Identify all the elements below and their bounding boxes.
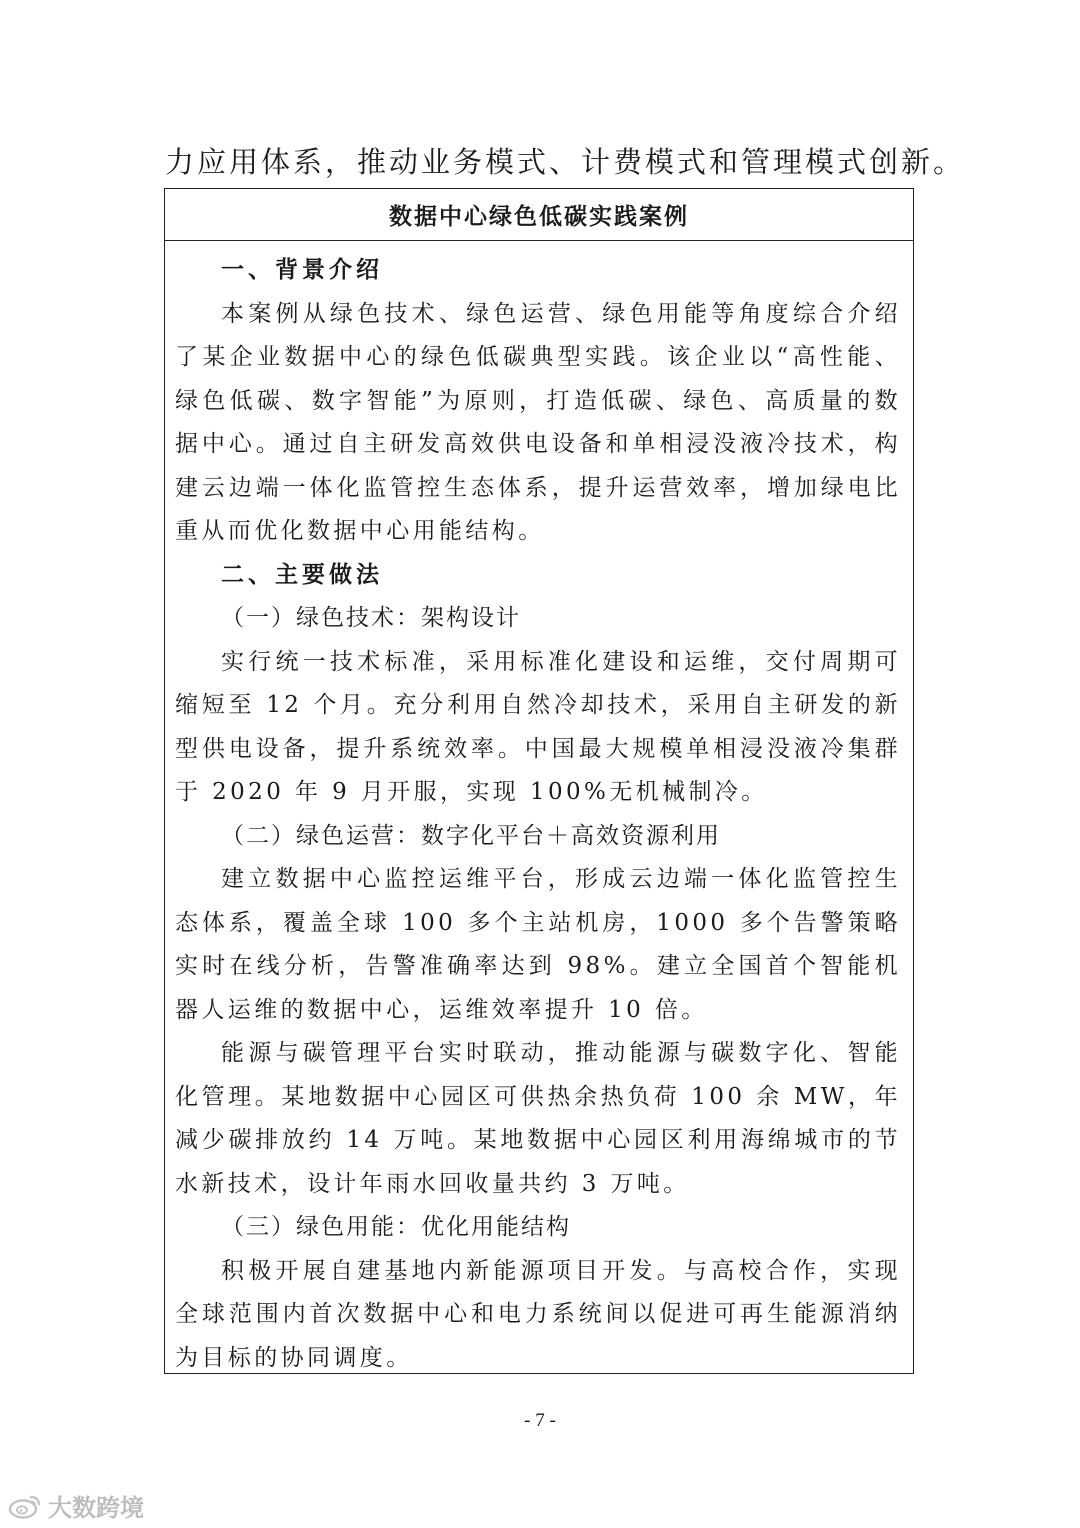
lead-line: 力应用体系，推动业务模式、计费模式和管理模式创新。 — [165, 145, 966, 179]
case-title: 数据中心绿色低碳实践案例 — [165, 189, 913, 241]
weibo-logo-icon — [8, 1493, 42, 1519]
subsection3-heading: （三）绿色用能：优化用能结构 — [221, 1214, 571, 1240]
subsection2-paragraph-1: 建立数据中心监控运维平台，形成云边端一体化监管控生态体系，覆盖全球 100 多个主站机房，1000 多个告警策略实时在线分析，告警准确率达到 98%。建立全国首个智能机器人运维的数据中心，运维效率提升 10 倍。 — [175, 866, 901, 1023]
subsection2-heading: （二）绿色运营：数字化平台＋高效资源利用 — [221, 822, 721, 849]
subsection3-paragraph: 积极开展自建基地内新能源项目开发。与高校合作，实现全球范围内首次数据中心和电力系统间以促进可再生能源消纳为目标的协同调度。 — [175, 1257, 901, 1371]
section2-heading: 二、主要做法 — [221, 561, 383, 588]
watermark — [8, 1488, 144, 1523]
section1-heading: 一、背景介绍 — [221, 257, 383, 283]
subsection2-paragraph-2: 能源与碳管理平台实时联动，推动能源与碳数字化、智能化管理。某地数据中心园区可供热余热负荷 100 余 MW，年减少碳排放约 14 万吨。某地数据中心园区利用海绵城市的节水新技术，设计年雨水回收量共约 3 万吨。 — [175, 1040, 901, 1197]
section1-paragraph: 本案例从绿色技术、绿色运营、绿色用能等角度综合介绍了某企业数据中心的绿色低碳典型实践。该企业以“高性能、绿色低碳、数字智能”为原则，打造低碳、绿色、高质量的数据中心。通过自主研发高效供电设备和单相浸没液冷技术，构建云边端一体化监管控生态体系，提升运营效率，增加绿电比重从而优化数据中心用能结构。 — [175, 300, 901, 544]
watermark-text: 大数跨境 — [48, 1494, 144, 1522]
page-number: - 7 - — [524, 1410, 556, 1431]
subsection1-paragraph: 实行统一技术标准，采用标准化建设和运维，交付周期可缩短至 12 个月。充分利用自然冷却技术，采用自主研发的新型供电设备，提升系统效率。中国最大规模单相浸没液冷集群于 2020 年 9 月开服，实现 100%无机械制冷。 — [175, 648, 901, 805]
subsection1-heading: （一）绿色技术：架构设计 — [221, 605, 521, 631]
case-body — [165, 241, 913, 1380]
case-study-box — [164, 188, 914, 1374]
